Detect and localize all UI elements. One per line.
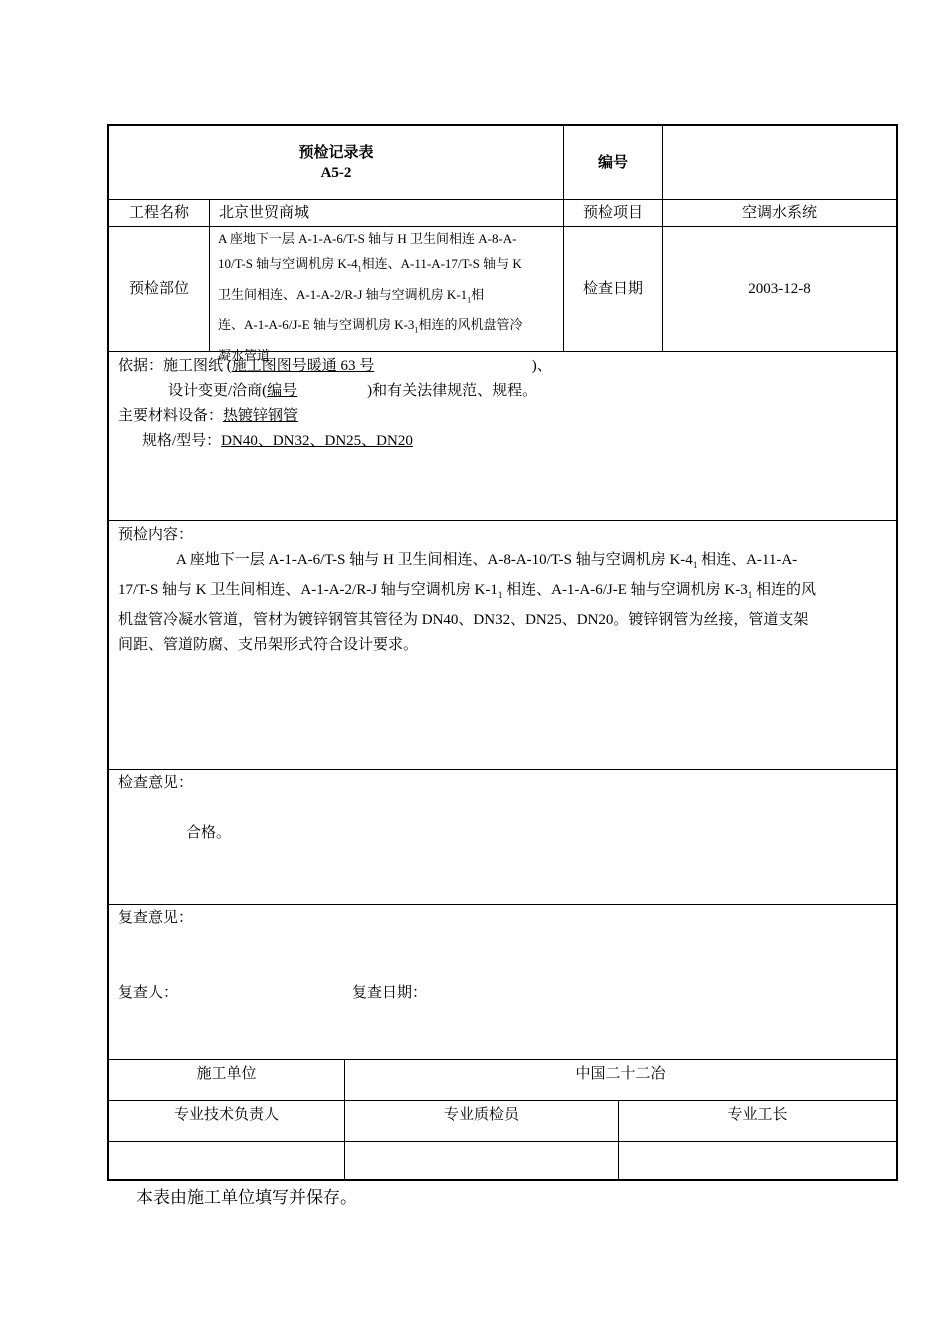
form-title-block bbox=[109, 138, 563, 188]
check-date-label: 检查日期 bbox=[582, 281, 643, 297]
spec-value: DN40、DN32、DN25、DN20 bbox=[221, 433, 413, 449]
material-value: 热镀锌钢管 bbox=[223, 408, 299, 424]
tech-lead-signature[interactable] bbox=[109, 1142, 344, 1179]
form-code: A5-2 bbox=[320, 165, 352, 181]
number-value[interactable] bbox=[663, 126, 896, 199]
precheck-location-label: 预检部位 bbox=[128, 281, 189, 297]
location-line: 卫生间相连、A-1-A-2/R-J 轴与空调机房 $K-1_1$相 bbox=[218, 286, 485, 305]
footer-note: 本表由施工单位填写并保存。 bbox=[136, 1188, 357, 1207]
divider bbox=[209, 199, 210, 351]
recheck-date-label: 复查日期： bbox=[352, 985, 428, 1001]
divider bbox=[109, 520, 896, 521]
construction-unit-value: 中国二十二冶 bbox=[575, 1065, 666, 1082]
content-line: 机盘管冷凝水管道，管材为镀锌钢管其管径为 DN40、DN32、DN25、DN20。镀锌钢管为丝接，管道支架 bbox=[118, 612, 809, 628]
construction-unit-label: 施工单位 bbox=[196, 1065, 257, 1082]
recheck-opinion-label: 复查意见： bbox=[118, 910, 194, 926]
precheck-item-value: 空调水系统 bbox=[741, 205, 817, 221]
precheck-location-value bbox=[218, 226, 558, 363]
spec-model: 规格/型号：DN40、DN32、DN25、DN20 bbox=[142, 433, 413, 449]
precheck-form bbox=[107, 124, 898, 1181]
content-line: A 座地下一层 A-1-A-6/T-S 轴与 H 卫生间相连、A-8-A-10/T-S 轴与空调机房 $K-4_1$ 相连、A-11-A- bbox=[176, 552, 798, 570]
location-line: 连、A-1-A-6/J-E 轴与空调机房 $K-3_1$相连的风机盘管冷 bbox=[218, 317, 523, 335]
foreman-label: 专业工长 bbox=[727, 1106, 788, 1123]
precheck-content bbox=[118, 523, 890, 658]
drawing-number: 施工图图号暖通 63 号 bbox=[231, 358, 375, 374]
form-title: 预检记录表 bbox=[298, 145, 374, 161]
main-material: 主要材料设备：热镀锌钢管 bbox=[118, 404, 888, 429]
content-label: 预检内容： bbox=[118, 527, 194, 543]
divider bbox=[109, 769, 896, 770]
recheck-person-label: 复查人： bbox=[118, 985, 179, 1001]
change-number: 编号 bbox=[267, 383, 298, 399]
basis-changes: 设计变更/洽商(编号 )和有关法律规范、规程。 bbox=[118, 379, 888, 404]
content-line: 17/T-S 轴与 K 卫生间相连、A-1-A-2/R-J 轴与空调机房 $K-1_1$ 相连、A-1-A-6/J-E 轴与空调机房 $K-3_1$ 相连的风 bbox=[118, 582, 817, 600]
quality-inspector-signature[interactable] bbox=[345, 1142, 618, 1179]
basis-section bbox=[118, 354, 888, 454]
precheck-item-label: 预检项目 bbox=[582, 205, 643, 221]
project-name-value: 北京世贸商城 bbox=[219, 205, 310, 221]
location-line: 凝水管道 bbox=[218, 347, 271, 363]
basis-drawings: 依据：施工图纸 (施工图图号暖通 63 号 )、 bbox=[118, 354, 888, 379]
foreman-signature[interactable] bbox=[619, 1142, 896, 1179]
location-line: 10/T-S 轴与空调机房 $K-4_1$相连、A-11-A-17/T-S 轴与 K bbox=[218, 256, 522, 274]
tech-lead-label: 专业技术负责人 bbox=[173, 1106, 279, 1123]
quality-inspector-label: 专业质检员 bbox=[443, 1106, 519, 1123]
location-line: A 座地下一层 A-1-A-6/T-S 轴与 H 卫生间相连 A-8-A- bbox=[218, 231, 517, 246]
project-name-label: 工程名称 bbox=[128, 205, 189, 221]
check-opinion-value: 合格。 bbox=[186, 825, 232, 841]
number-label: 编号 bbox=[597, 154, 628, 171]
check-date-value: 2003-12-8 bbox=[748, 281, 811, 297]
divider bbox=[109, 904, 896, 905]
content-line: 间距、管道防腐、支吊架形式符合设计要求。 bbox=[118, 637, 419, 653]
check-opinion-label: 检查意见： bbox=[118, 775, 194, 791]
